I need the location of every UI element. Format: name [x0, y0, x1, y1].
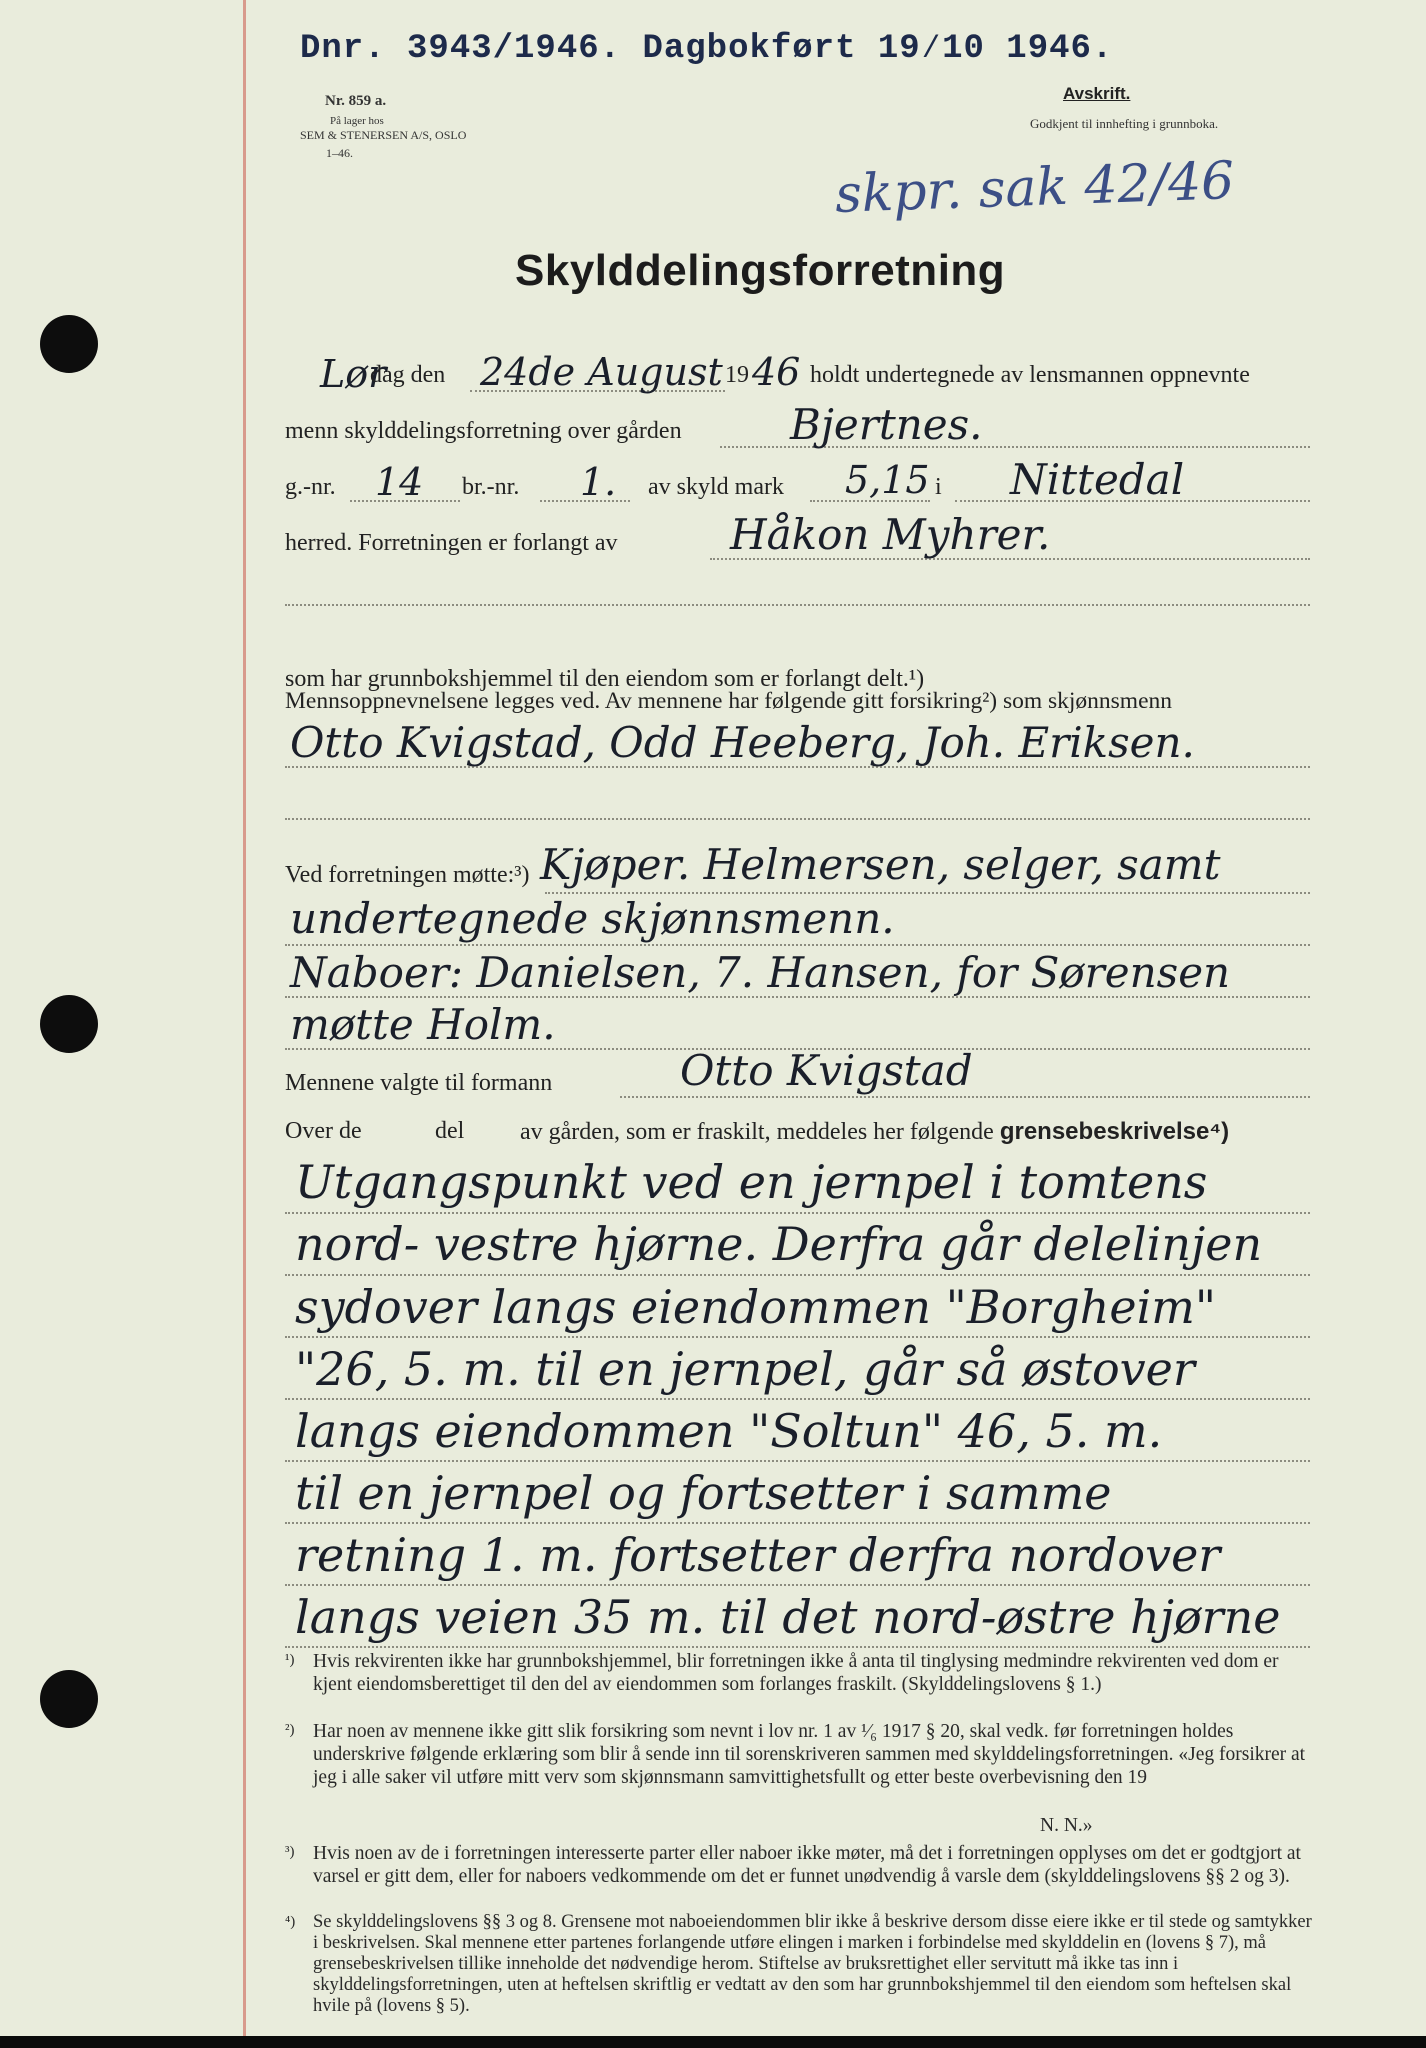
- gnr-hand: 14: [375, 460, 424, 504]
- after-date-text: holdt undertegnede av lensmannen oppnevnte: [810, 362, 1250, 388]
- punch-hole-middle: [40, 995, 98, 1053]
- dag-den-label: dag den: [370, 362, 446, 388]
- footnote-4-number: ⁴): [285, 1914, 296, 1930]
- oppnevnelse-text: Mennsoppnevnelsene legges ved. Av mennene har følgende gitt forsikring²) som skjønnsmenn: [285, 688, 1173, 714]
- footnote-4: Se skylddelingslovens §§ 3 og 8. Grensene mot naboeiendommen blir ikke å beskrive dersom disse eiere ikke er til stede og samtykker i beskrivelsen. Skal mennene etter partenes forlangende utføre elingen i marken i forbindelse med skylddelin en (lovens § 7), må grensebeskrivelsen tillike inneholde det nødvendige herom. Stiftelse av bruksrettighet eller servitutt må ikke tas inn i skylddelingsforretningen, uten at heftelsen skriftlig er vedtatt av den som har grunnbokshjemmel til den eiendom som heftelsen skal hvile på (lovens § 5).: [313, 1912, 1312, 2016]
- boundary-line-6: til en jernpel og fortsetter i samme: [295, 1466, 1112, 1520]
- gnr-label: g.-nr.: [285, 474, 336, 500]
- municipality-hand: Nittedal: [1010, 455, 1185, 504]
- brnr-label: br.-nr.: [462, 474, 520, 500]
- form-number: Nr. 859 a.: [325, 93, 387, 109]
- attendees-hand-2: undertegnede skjønnsmenn.: [290, 894, 895, 943]
- grensebeskrivelse-label: av gården, som er fraskilt, meddeles her følgende grensebeskrivelse⁴): [520, 1118, 1230, 1145]
- farm-name-hand: Bjertnes.: [790, 400, 983, 449]
- menn-label: menn skylddelingsforretning over gården: [285, 418, 682, 444]
- boundary-line-7: retning 1. m. fortsetter derfra nordover: [295, 1528, 1221, 1582]
- avskrift-note: Godkjent til innhefting i grunnboka.: [1030, 116, 1219, 131]
- attendees-hand-3: Naboer: Danielsen, 7. Hansen, for Sørensen: [290, 948, 1231, 997]
- over-de-label: Over de: [285, 1118, 362, 1144]
- weekday-hand: Lør: [320, 352, 387, 396]
- hjemmel-text: som har grunnbokshjemmel til den eiendom som er forlangt delt.¹): [285, 666, 925, 692]
- registration-stamp: Dnr. 3943/1946. Dagbokført 19⁄10 1946.: [300, 30, 1114, 68]
- formann-label: Mennene valgte til formann: [285, 1070, 553, 1096]
- form-date: 1–46.: [326, 146, 353, 160]
- footnote-3-number: ³): [285, 1844, 295, 1860]
- case-note-handwritten: skpr. sak 42/46: [834, 151, 1236, 225]
- boundary-line-5: langs eiendommen "Soltun" 46, 5. m.: [295, 1404, 1163, 1458]
- footnote-1: Hvis rekvirenten ikke har grunnbokshjemmel, blir forretningen ikke å anta til tinglysing medmindre rekvirenten ved dom er kjent eiendomsberettiget til den del av eiendommen som forlanges fraskilt. (Skylddelingslovens § 1.): [313, 1651, 1279, 1695]
- punch-hole-top: [40, 315, 98, 373]
- form-supplier-line1: På lager hos: [330, 115, 384, 127]
- footnote-2-number: ²): [285, 1722, 295, 1738]
- brnr-hand: 1.: [580, 460, 617, 504]
- skyld-label: av skyld mark: [648, 474, 784, 500]
- footnote-1-number: ¹): [285, 1652, 295, 1668]
- margin-line: [243, 0, 246, 2036]
- boundary-line-3: sydover langs eiendommen "Borgheim": [295, 1280, 1217, 1334]
- document-title: Skylddelingsforretning: [515, 246, 1006, 295]
- attendees-hand-4: møtte Holm.: [290, 1000, 556, 1049]
- footnote-2-signature: N. N.»: [1040, 1815, 1093, 1836]
- boundary-line-4: "26, 5. m. til en jernpel, går så østover: [295, 1342, 1195, 1396]
- scan-bottom-edge: [0, 2036, 1426, 2048]
- date-hand: 24de August: [480, 350, 723, 394]
- attendees-hand-1: Kjøper. Helmersen, selger, samt: [540, 840, 1221, 889]
- avskrift-label: Avskrift.: [1063, 84, 1131, 103]
- form-supplier-line2: SEM & STENERSEN A/S, OSLO: [300, 128, 467, 142]
- boundary-line-2: nord- vestre hjørne. Derfra går delelinjen: [295, 1217, 1263, 1271]
- requester-hand: Håkon Myhrer.: [730, 510, 1051, 559]
- boundary-line-1: Utgangspunkt ved en jernpel i tomtens: [295, 1155, 1208, 1209]
- chairman-hand: Otto Kvigstad: [680, 1046, 973, 1095]
- appraisers-hand: Otto Kvigstad, Odd Heeberg, Joh. Eriksen.: [290, 718, 1195, 767]
- punch-hole-bottom: [40, 1670, 98, 1728]
- footnote-3: Hvis noen av de i forretningen interesserte parter eller naboer ikke møter, må det i forretningen opplyses om det er godtgjort at varsel er gitt dem, eller for naboers vedkommende om det er funnet unødvendig å varsle dem (skylddelingslovens §§ 2 og 3).: [313, 1843, 1301, 1887]
- i-label: i: [935, 474, 942, 500]
- footnote-2: Har noen av mennene ikke gitt slik forsikring som nevnt i lov nr. 1 av ¹⁄₆ 1917 § 20, skal vedk. før forretningen holdes underskrive følgende erklæring som blir å sende inn til sorenskriveren sammen med skylddelingsforretningen. «Jeg forsikrer at jeg i alle saker vil utføre mitt verv som skjønnsmann samvittighetsfullt og etter beste overbevisning den 19: [313, 1721, 1306, 1788]
- herred-label: herred. Forretningen er forlangt av: [285, 530, 618, 556]
- mote-label: Ved forretningen møtte:³): [285, 862, 530, 888]
- skyld-hand: 5,15: [845, 458, 930, 502]
- del-label: del: [435, 1118, 465, 1144]
- year-hand: 46: [752, 350, 801, 394]
- boundary-line-8: langs veien 35 m. til det nord-østre hjørne: [295, 1590, 1281, 1644]
- year-prefix: 19: [725, 362, 749, 388]
